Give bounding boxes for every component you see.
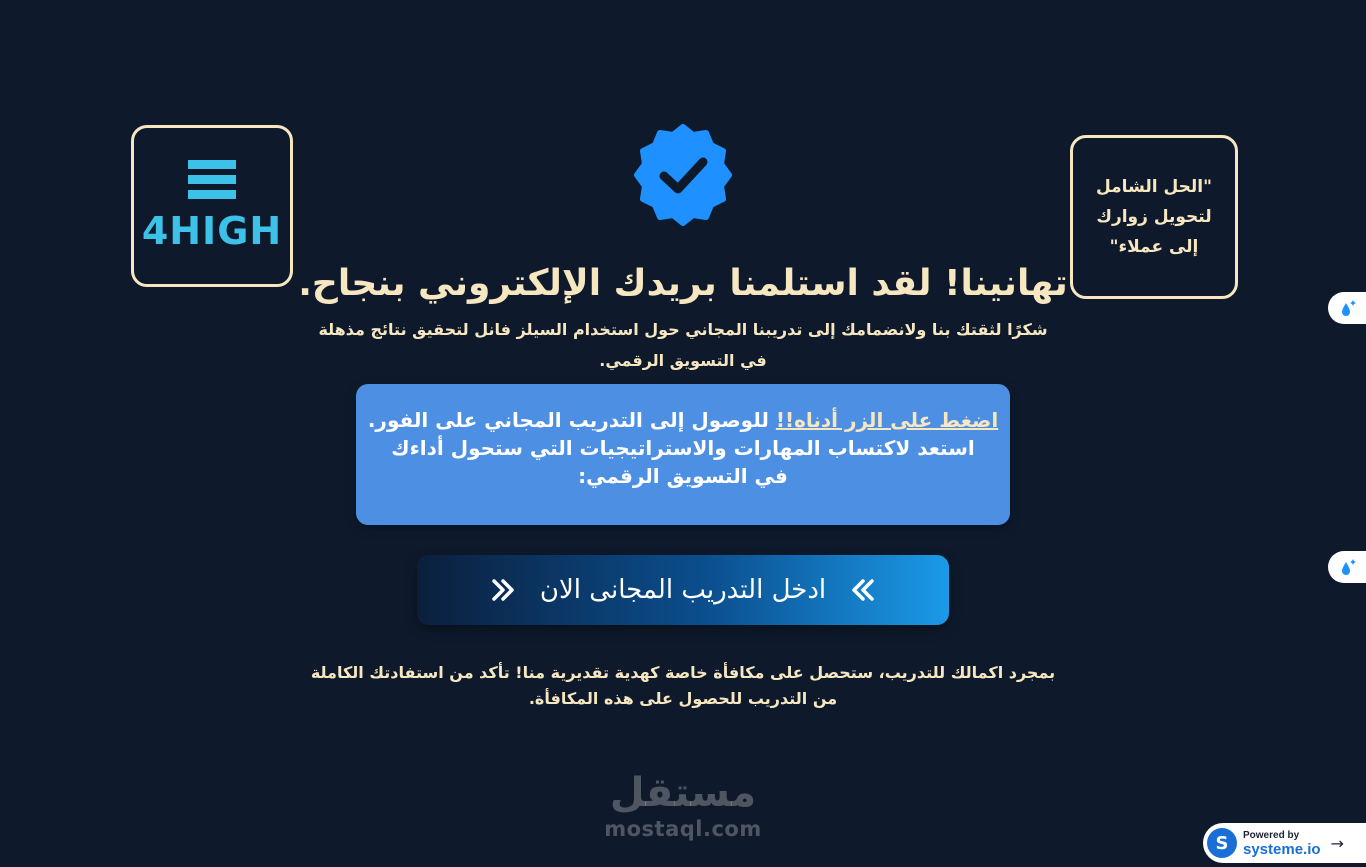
instructions-box: [356, 384, 1010, 525]
side-widget-1[interactable]: [1328, 292, 1366, 324]
powered-by-badge[interactable]: [1203, 823, 1366, 863]
sparkle-drop-icon: [1336, 297, 1358, 319]
verified-check-icon: [632, 124, 734, 226]
watermark-latin: mostaql.com: [604, 817, 762, 841]
instructions-line-2: استعد لاكتساب المهارات والاستراتيجيات التي ستحول أداءك: [391, 436, 975, 460]
tagline-text: "الحل الشامل لتحويل زوارك إلى عملاء": [1095, 177, 1212, 257]
powered-by-brand: systeme.io: [1243, 840, 1321, 858]
instructions-link[interactable]: اضغط على الزر أدناه!!: [775, 408, 999, 432]
side-widget-2[interactable]: [1328, 551, 1366, 583]
page-title: تهانينا! لقد استلمنا بريدك الإلكتروني بنجاح.: [298, 263, 1068, 304]
thank-you-text: شكرًا لثقتك بنا ولانضمامك إلى تدريبنا المجاني حول استخدام السيلز فانل لتحقيق نتائج مذهلة في التسويق الرقمي.: [318, 320, 1048, 370]
logo-bars-icon: [188, 160, 236, 199]
bonus-note: بمجرد اكمالك للتدريب، ستحصل على مكافأة خاصة كهدية تقديرية منا! تأكد من استفادتك الكاملة من التدريب للحصول على هذه المكافأة.: [310, 663, 1056, 708]
instructions-line-3: في التسويق الرقمي:: [578, 464, 788, 488]
instructions-line-1: [360, 406, 1006, 434]
sparkle-drop-icon: [1336, 556, 1358, 578]
logo-text: 4HIGH: [141, 208, 283, 253]
systeme-logo-icon: S: [1207, 828, 1237, 858]
powered-by-text: [1243, 829, 1321, 858]
mostaql-watermark: [580, 770, 786, 842]
enter-training-label: ادخل التدريب المجانى الان: [539, 575, 827, 605]
arrow-right-icon: →: [1330, 833, 1344, 853]
enter-training-button[interactable]: [417, 555, 949, 625]
powered-by-label: Powered by: [1243, 829, 1300, 841]
double-chevron-icon: [490, 576, 518, 604]
instructions-line-1-rest: للوصول إلى التدريب المجاني على الفور.: [367, 408, 776, 432]
watermark-arabic: مستقل: [609, 770, 757, 816]
double-chevron-icon: [848, 576, 876, 604]
